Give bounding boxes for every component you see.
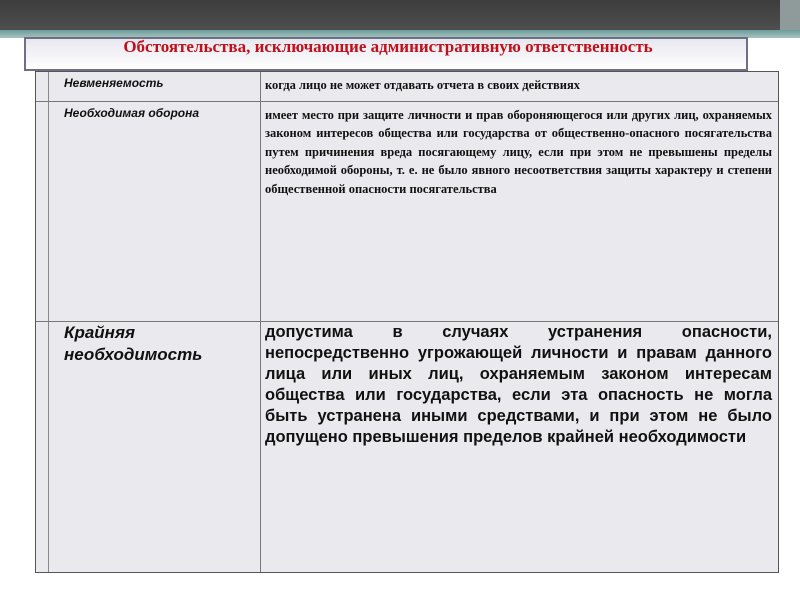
table-row: [36, 102, 778, 322]
definition-cell: [260, 72, 778, 101]
slide-top-band-accent: [780, 0, 800, 30]
definition-text: имеет место при защите личности и прав обороняющегося или других лиц, охраняемых законом интересов общества или государства от общественно-опасного посягательства путем причинения вреда посягающему лицу, если при этом не превышены пределы необходимой обороны, т. е. не было явного несоответствия защиты характеру и степени общественной опасности посягательства: [265, 108, 772, 196]
definition-text: допустима в случаях устранения опасности, непосредственно угрожающей личности и правам данного лица или иных лиц, охраняемым законом интересам общества или государства, если эта опасность не могла быть устранена иными средствами, и при этом не было допущено превышения пределов крайней необходимости: [265, 323, 772, 446]
definition-text: когда лицо не может отдавать отчета в своих действиях: [265, 78, 581, 92]
term-label: Крайняя необходимость: [64, 323, 203, 364]
term-label: Необходимая оборона: [64, 106, 200, 120]
term-cell: [48, 72, 261, 101]
title-box: [24, 37, 748, 71]
table-row: [36, 72, 778, 102]
slide-top-band: [0, 0, 800, 30]
slide-title: Обстоятельства, исключающие административную ответственность: [123, 37, 653, 56]
circumstances-table: [35, 71, 779, 573]
table-row: [36, 322, 778, 572]
definition-cell: [260, 102, 778, 321]
definition-cell: [260, 322, 778, 572]
term-cell: [48, 102, 261, 321]
term-cell: [48, 322, 261, 572]
term-label: Невменяемость: [64, 76, 164, 90]
